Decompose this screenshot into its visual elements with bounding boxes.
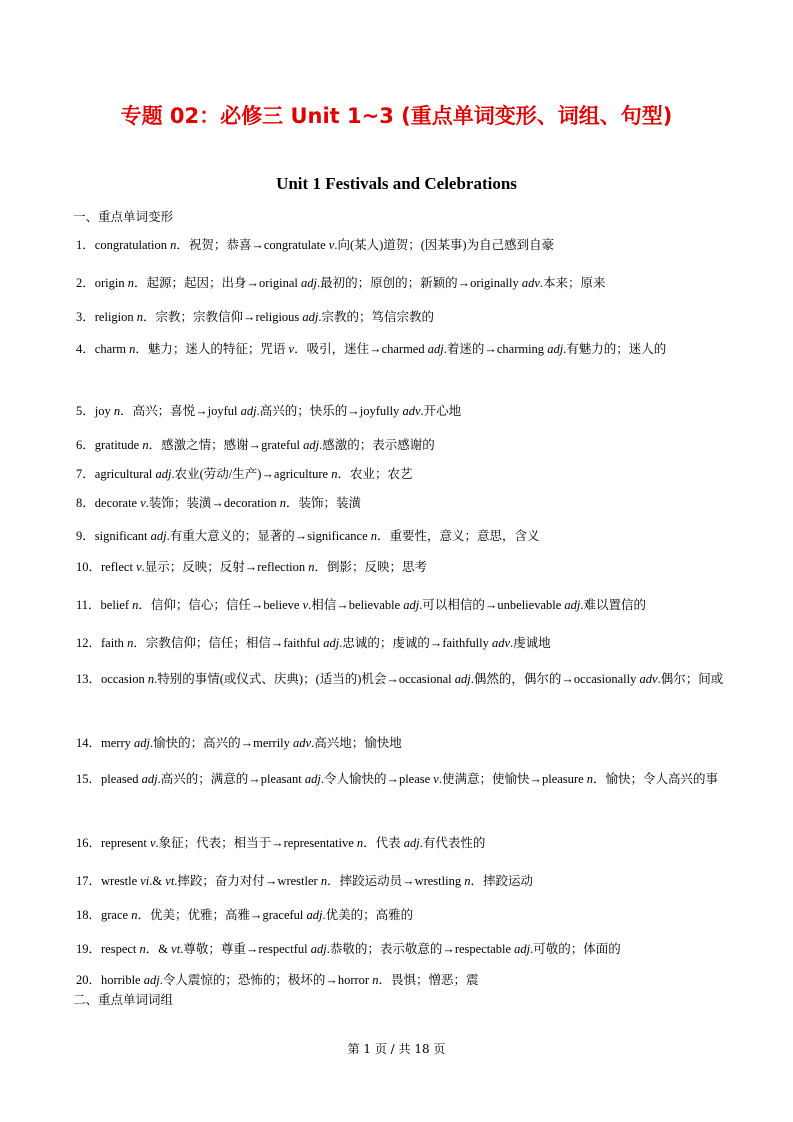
item-text: ．摔跤运动员→wrestling (327, 874, 462, 888)
item-number: 7． (76, 467, 95, 481)
part-of-speech: v (140, 496, 146, 510)
part-of-speech: adv (402, 404, 421, 418)
item-text: merry (101, 736, 134, 750)
item-text: .有代表性的 (419, 836, 486, 850)
item-text: .虔诚地 (510, 636, 551, 650)
part-of-speech: adv (293, 736, 312, 750)
page-footer: 第 1 页 / 共 18 页 (347, 1042, 446, 1056)
item-text: .特别的事情(或仪式、庆典)；(适当的)机会→occasional (154, 672, 455, 686)
item-text: origin (94, 276, 125, 290)
part-of-speech: vt (165, 874, 175, 888)
part-of-speech: v (302, 598, 309, 612)
item-text: faith (101, 636, 124, 650)
part-of-speech: n (129, 598, 139, 612)
item-text: congratulation (94, 238, 167, 252)
part-of-speech: n (136, 942, 146, 956)
item-number: 16． (76, 836, 102, 850)
item-text: .相信→believable (308, 598, 404, 612)
item-text: .最初的；原创的；新颖的→originally (317, 276, 522, 290)
word-item (76, 664, 724, 694)
item-number: 13． (76, 672, 102, 686)
item-text: agricultural (94, 467, 156, 481)
item-text: wrestle (101, 874, 141, 888)
part-of-speech: n (461, 874, 471, 888)
item-text: .使满意；使愉快→pleasure (438, 772, 584, 786)
item-text: represent (101, 836, 150, 850)
item-text: .本来；原来 (539, 276, 606, 290)
part-of-speech: n (124, 276, 134, 290)
item-text: .可敬的；体面的 (530, 942, 621, 956)
item-text: .高兴地；愉快地 (311, 736, 402, 750)
item-number: 1． (76, 238, 95, 252)
item-text: horrible (101, 973, 144, 987)
item-text: .& (149, 874, 166, 888)
part-of-speech: adj (303, 438, 320, 452)
item-text: ．农业；农艺 (337, 467, 413, 481)
part-of-speech: n (123, 636, 134, 650)
part-of-speech: n (367, 529, 378, 543)
word-item (76, 934, 724, 964)
item-text: .象征；代表；相当于→representative (155, 836, 354, 850)
item-text: ．宗教；宗教信仰→religious (143, 310, 303, 324)
part-of-speech: n (128, 908, 138, 922)
word-item (76, 552, 724, 582)
part-of-speech: adv (521, 276, 540, 290)
unit-heading: Unit 1 Festivals and Celebrations (276, 174, 517, 193)
item-number: 2． (76, 276, 95, 290)
item-text: .有魅力的；迷人的 (563, 342, 667, 356)
item-number: 15． (76, 772, 102, 786)
part-of-speech: n (166, 238, 177, 252)
word-item (76, 334, 724, 364)
part-of-speech: n (317, 874, 328, 888)
item-number: 18． (76, 908, 102, 922)
word-item (76, 488, 724, 518)
item-text: .尊敬；尊重→respectful (180, 942, 311, 956)
word-item (76, 866, 724, 896)
item-text: .忠诚的；虔诚的→faithfully (339, 636, 492, 650)
word-item (76, 268, 724, 298)
item-text: .愉快的；高兴的→merrily (149, 736, 294, 750)
item-text: .偶然的，偶尔的→occasionally (470, 672, 640, 686)
part-of-speech: v (288, 342, 295, 356)
item-text: .可以相信的→unbelievable (419, 598, 565, 612)
word-item (76, 728, 724, 758)
item-text: .感激的；表示感谢的 (319, 438, 435, 452)
page-title: 专题 02：必修三 Unit 1~3 (重点单词变形、词组、句型) (120, 104, 673, 128)
item-text: ．信仰；信心；信任→believe (138, 598, 303, 612)
item-text: religion (94, 310, 134, 324)
item-text: ．魅力；迷人的特征；咒语 (135, 342, 289, 356)
part-of-speech: adj (141, 772, 158, 786)
part-of-speech: adj (403, 836, 420, 850)
item-text: .令人愉快的→please (320, 772, 434, 786)
item-text: pleased (101, 772, 142, 786)
item-text: .高兴的；满意的→pleasant (157, 772, 305, 786)
item-text: .高兴的；快乐的→joyfully (256, 404, 403, 418)
item-text: .着迷的→charming (443, 342, 548, 356)
item-text: .令人震惊的；恐怖的；极坏的→horror (159, 973, 370, 987)
item-number: 6． (76, 438, 95, 452)
item-text: ．& (145, 942, 172, 956)
word-item (76, 628, 724, 658)
item-text: charm (94, 342, 126, 356)
part-of-speech: adj (302, 310, 319, 324)
item-text: ．吸引，迷住→charmed (294, 342, 428, 356)
section-heading-word-forms: 一、重点单词变形 (73, 209, 174, 224)
part-of-speech: n (110, 404, 121, 418)
item-number: 12． (76, 636, 102, 650)
item-text: ．高兴；喜悦→joyful (120, 404, 241, 418)
item-text: occasion (101, 672, 145, 686)
part-of-speech: vi (140, 874, 150, 888)
part-of-speech: vt (171, 942, 181, 956)
part-of-speech: adj (427, 342, 444, 356)
item-number: 9． (76, 529, 95, 543)
part-of-speech: n (126, 342, 136, 356)
item-text: .显示；反映；反射→reflection (141, 560, 306, 574)
word-item (76, 590, 724, 620)
item-text: ．祝贺；恭喜→congratulate (176, 238, 329, 252)
word-item (76, 828, 724, 858)
word-item (76, 900, 724, 930)
part-of-speech: adv (639, 672, 658, 686)
item-text: belief (100, 598, 130, 612)
item-text: ．宗教信仰；信任；相信→faithful (133, 636, 324, 650)
item-text: ．畏惧；憎恶；震 (378, 973, 479, 987)
item-number: 8． (76, 496, 95, 510)
part-of-speech: adv (491, 636, 511, 650)
item-text: grace (101, 908, 129, 922)
part-of-speech: adj (310, 942, 327, 956)
word-item (76, 396, 724, 426)
item-text: .开心地 (420, 404, 462, 418)
item-text: .优美的；高雅的 (322, 908, 414, 922)
part-of-speech: v (149, 836, 156, 850)
part-of-speech: adj (454, 672, 471, 686)
part-of-speech: adj (306, 908, 323, 922)
part-of-speech: n (583, 772, 594, 786)
part-of-speech: adj (323, 636, 340, 650)
item-number: 5． (76, 404, 95, 418)
section-heading-phrases: 二、重点单词词组 (73, 992, 174, 1007)
item-text: .偶尔；间或 (657, 672, 724, 686)
item-number: 14． (76, 736, 102, 750)
part-of-speech: n (328, 467, 338, 481)
item-number: 11． (76, 598, 101, 612)
item-text: ．倒影；反映；思考 (314, 560, 428, 574)
item-text: ．感激之情；感谢→grateful (148, 438, 304, 452)
part-of-speech: adj (564, 598, 581, 612)
part-of-speech: v (136, 560, 142, 574)
item-number: 10． (76, 560, 102, 574)
item-number: 17． (76, 874, 102, 888)
item-number: 20． (76, 973, 102, 987)
part-of-speech: n (139, 438, 149, 452)
part-of-speech: adj (514, 942, 531, 956)
item-text: ．装饰；装潢 (286, 496, 362, 510)
item-text: .装饰；装潢→decoration (145, 496, 277, 510)
item-text: ．重要性，意义；意思，含义 (377, 529, 540, 543)
part-of-speech: v (433, 772, 439, 786)
item-text: .有重大意义的；显著的→significance (166, 529, 368, 543)
part-of-speech: n (133, 310, 144, 324)
item-text: decorate (94, 496, 141, 510)
part-of-speech: adj (134, 736, 150, 750)
item-text: .难以置信的 (580, 598, 647, 612)
part-of-speech: adj (143, 973, 160, 987)
word-item (76, 302, 724, 332)
part-of-speech: adj (150, 529, 167, 543)
word-item (76, 965, 724, 995)
part-of-speech: adj (403, 598, 420, 612)
item-text: .农业(劳动/生产)→agriculture (171, 467, 329, 481)
part-of-speech: n (144, 672, 155, 686)
item-text: ．起源；起因；出身→original (134, 276, 302, 290)
word-item (76, 764, 724, 794)
word-item (76, 430, 724, 460)
part-of-speech: adj (155, 467, 172, 481)
item-text: .向(某人)道贺；(因某事)为自己感到自豪 (334, 238, 555, 252)
word-item (76, 459, 724, 489)
part-of-speech: adj (301, 276, 317, 290)
item-text: .恭敬的；表示敬意的→respectable (326, 942, 515, 956)
item-text: gratitude (94, 438, 140, 452)
item-text: ．愉快；令人高兴的事 (593, 772, 719, 786)
item-text: respect (101, 942, 137, 956)
item-text: .摔跤；奋力对付→wrestler (174, 874, 318, 888)
word-item (76, 230, 724, 260)
word-item (76, 521, 724, 551)
part-of-speech: adj (304, 772, 321, 786)
item-text: ．优美；优雅；高雅→graceful (137, 908, 307, 922)
item-number: 19． (76, 942, 102, 956)
item-text: ．代表 (363, 836, 404, 850)
item-text: significant (94, 529, 151, 543)
part-of-speech: v (328, 238, 335, 252)
item-text: ．摔跤运动 (470, 874, 533, 888)
item-text: joy (94, 404, 111, 418)
item-number: 3． (76, 310, 95, 324)
part-of-speech: n (276, 496, 287, 510)
part-of-speech: n (305, 560, 315, 574)
item-text: reflect (101, 560, 137, 574)
part-of-speech: n (353, 836, 364, 850)
item-text: .宗教的；笃信宗教的 (318, 310, 435, 324)
part-of-speech: n (369, 973, 379, 987)
part-of-speech: adj (547, 342, 564, 356)
part-of-speech: adj (240, 404, 257, 418)
item-number: 4． (76, 342, 95, 356)
